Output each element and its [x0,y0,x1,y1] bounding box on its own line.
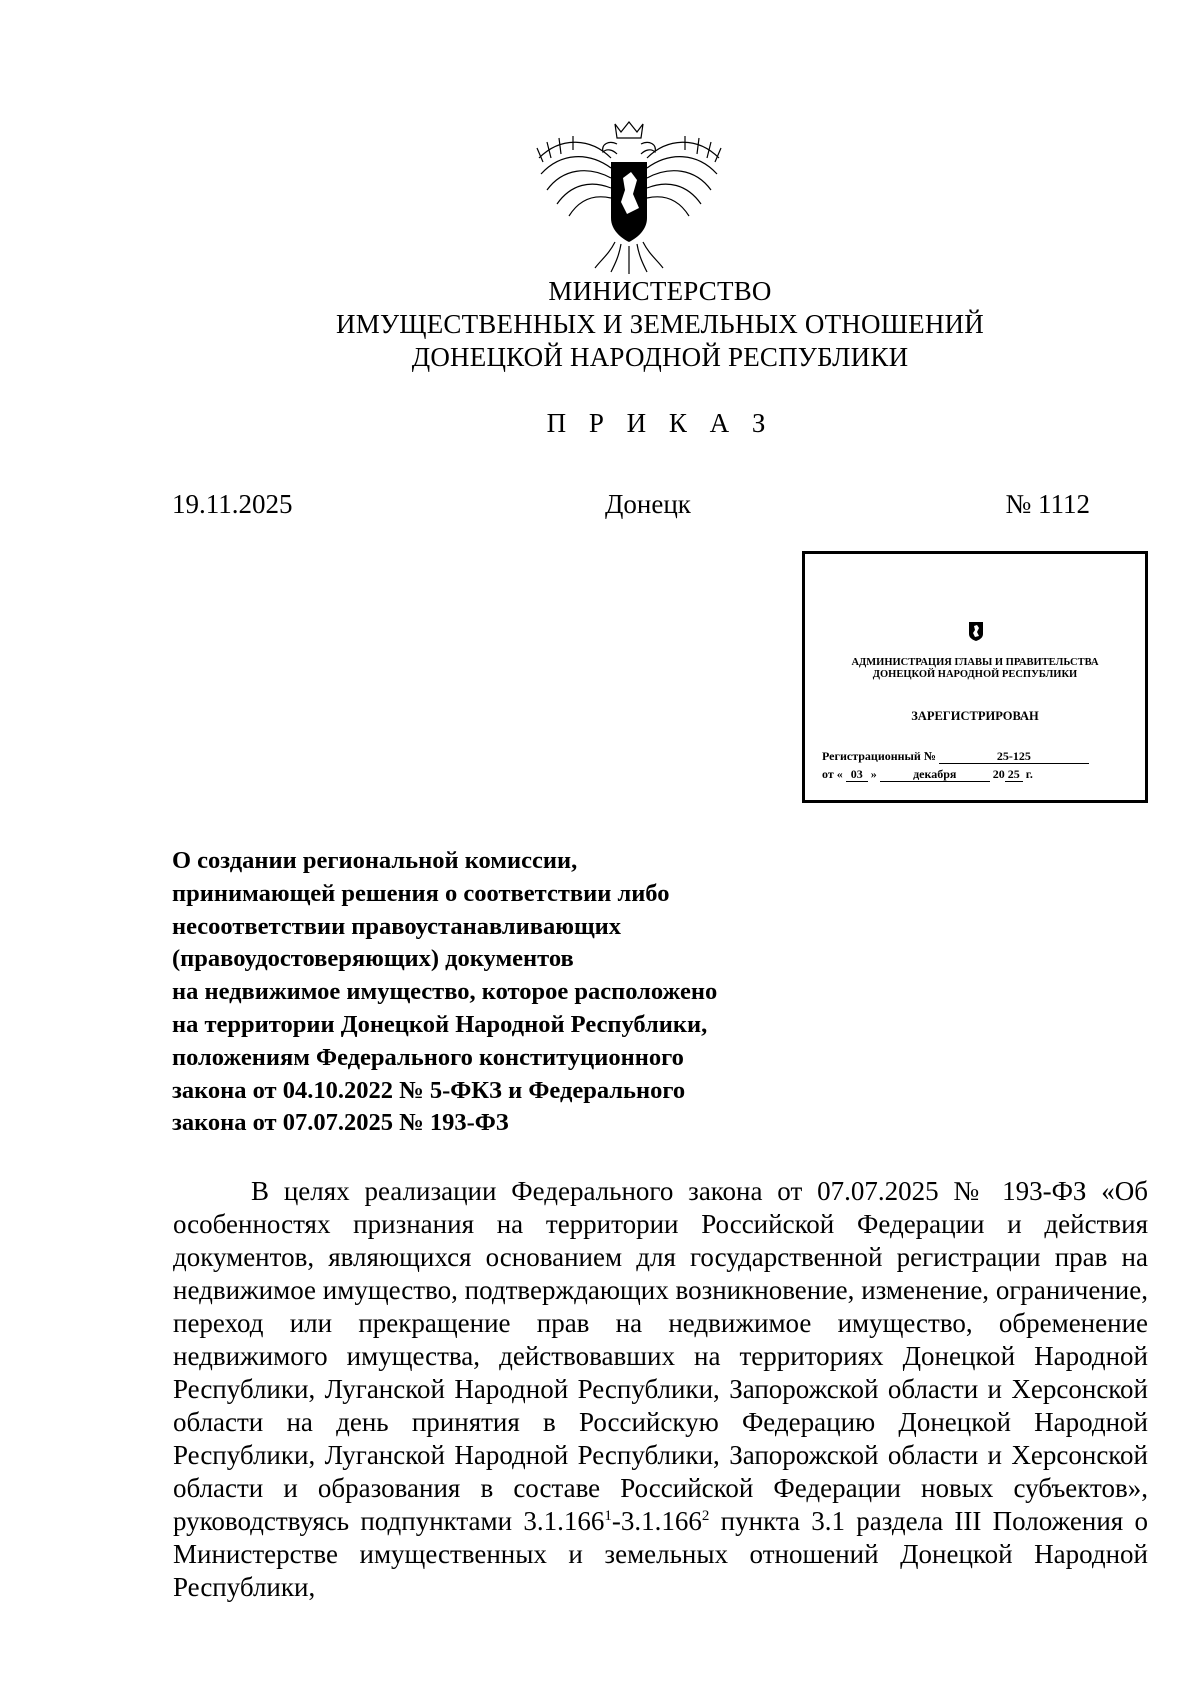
stamp-year-unit: г. [1025,767,1033,781]
ministry-line-1: МИНИСТЕРСТВО [548,276,772,306]
order-city: Донецк [605,489,691,519]
stamp-registration-number-line [822,749,1089,764]
ministry-name [0,275,1200,374]
ministry-line-2: ИМУЩЕСТВЕННЫХ И ЗЕМЕЛЬНЫХ ОТНОШЕНИЙ [336,309,984,339]
body-part-2: -3.1.166 [611,1506,702,1536]
stamp-reg-label: Регистрационный № [822,749,936,763]
body-part-3: пункта 3.1 раздела III Положения о Министерстве имущественных и земельных отношений Донецкой Народной Республики, [173,1506,1148,1602]
title-line: на территории Донецкой Народной Республики, [172,1010,708,1038]
stamp-org-line-1: АДМИНИСТРАЦИЯ ГЛАВЫ И ПРАВИТЕЛЬСТВА [851,657,1099,668]
title-line: (правоудостоверяющих) документов [172,945,574,973]
coat-of-arms-emblem [531,118,727,278]
order-title [172,845,717,1140]
stamp-emblem-icon [967,620,985,642]
title-line: принимающей решения о соответствии либо [172,879,670,907]
stamp-from-label: от « [822,767,843,781]
stamp-status: ЗАРЕГИСТРИРОВАН [911,709,1039,723]
title-line: О создании региональной комиссии, [172,847,578,874]
stamp-organization [805,657,1145,681]
superscript-2: 2 [701,1508,710,1524]
title-line: положениям Федерального конституционного [172,1043,684,1071]
ministry-line-3: ДОНЕЦКОЙ НАРОДНОЙ РЕСПУБЛИКИ [411,342,909,372]
order-date: 19.11.2025 [172,489,293,519]
title-line: на недвижимое имущество, которое расположено [172,978,718,1006]
order-number: № 1112 [1005,489,1090,519]
title-line: несоответствии правоустанавливающих [172,912,622,940]
stamp-org-line-2: ДОНЕЦКОЙ НАРОДНОЙ РЕСПУБЛИКИ [872,669,1078,680]
document-type-heading: П Р И К А З [546,408,774,438]
registration-stamp [802,551,1148,803]
stamp-day: 03 [846,768,868,782]
superscript-1: 1 [604,1508,612,1524]
stamp-reg-number: 25-125 [939,750,1089,764]
preamble-paragraph [173,1175,1148,1604]
title-line: закона от 04.10.2022 № 5-ФКЗ и Федерального [172,1076,686,1104]
stamp-year-prefix: 20 [992,767,1005,781]
title-line: закона от 07.07.2025 № 193-ФЗ [172,1109,509,1137]
stamp-day-close: » [870,767,877,781]
stamp-month: декабря [880,768,990,782]
stamp-date-line [822,767,1033,782]
stamp-year-suffix: 25 [1005,768,1023,782]
body-part-1: В целях реализации Федерального закона от 07.07.2025 № 193-ФЗ «Об особенностях признания на территории Российской Федерации и действия документов, являющихся основанием для государственной регистрации прав на недвижимое имущество, подтверждающих возникновение, изменение, ограничение, переход или прекращение прав на недвижимое имущество, обременение недвижимого имущества, действовавших на территориях Донецкой Народной Республики, Луганской Народной Республики, Запорожской области и Херсонской области на день принятия в Российскую Федерацию Донецкой Народной Республики, Луганской Народной Республики, Запорожской области и Херсонской области и образования в составе Российской Федерации новых субъектов», руководствуясь подпунктами 3.1.166 [173,1176,1148,1536]
